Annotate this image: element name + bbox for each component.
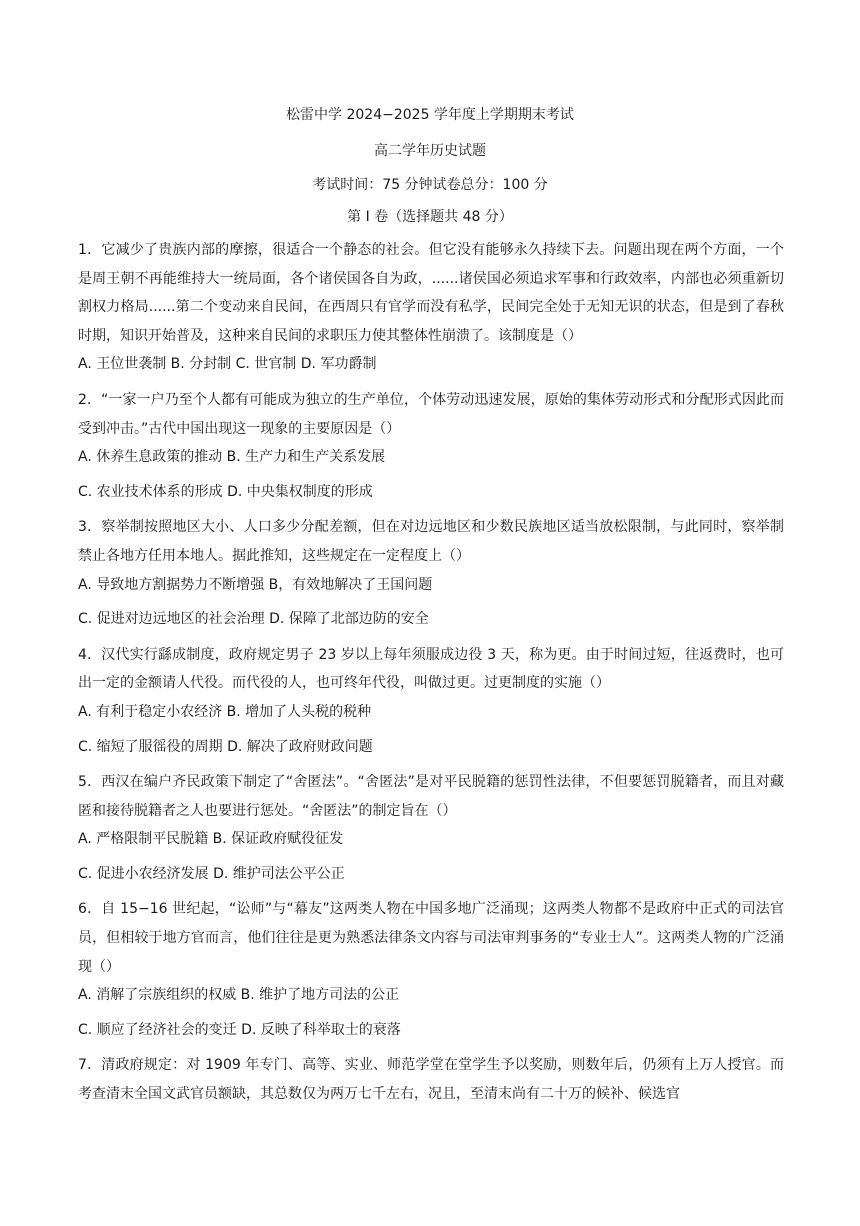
question-stem: 4．汉代实行繇成制度，政府规定男子 23 岁以上每年须服成边役 3 天，称为更。由于时间过短，往返费时，也可出一定的金额请人代役。而代役的人，也可终年代役，叫做过更。过更制度的实施（）	[78, 646, 784, 692]
question-options: C. 缩短了服徭役的周期 D. 解决了政府财政问题	[78, 738, 373, 755]
question-stem: 2．“一家一户乃至个人都有可能成为独立的生产单位，个体劳动迅速发展，原始的集体劳动形式和分配形式因此而受到冲击。”古代中国出现这一现象的主要原因是（）	[78, 391, 784, 437]
question-2	[78, 386, 784, 506]
question-6	[78, 895, 784, 1044]
section-heading: 第 I 卷（选择题共 48 分）	[347, 209, 513, 225]
question-stem: 3．察举制按照地区大小、人口多少分配差额，但在对边远地区和少数民族地区适当放松限制，与此同时，察举制禁止各地方任用本地人。据此推知，这些规定在一定程度上（）	[78, 519, 784, 564]
exam-info: 考试时间：75 分钟试卷总分：100 分	[312, 177, 548, 193]
question-3	[78, 513, 784, 633]
question-options: C. 顺应了经济社会的变迁 D. 反映了科举取士的衰落	[78, 1021, 401, 1038]
question-options: C. 促进对边远地区的社会治理 D. 保障了北部边防的安全	[78, 611, 429, 628]
question-1	[78, 236, 784, 379]
exam-title: 松雷中学 2024−2025 学年度上学期期末考试	[286, 107, 574, 123]
question-options: A. 严格限制平民脱籍 B. 保证政府赋役征发	[78, 831, 344, 848]
question-options: A. 导致地方割据势力不断增强 B，有效地解决了王国问题	[78, 576, 433, 593]
question-options: A. 消解了宗族组织的权威 B. 维护了地方司法的公正	[78, 987, 400, 1004]
question-stem: 1．它减少了贵族内部的摩擦，很适合一个静态的社会。但它没有能够永久持续下去。问题出现在两个方面，一个是周王朝不再能维持大一统局面，各个诸侯国各自为政，......诸侯国必须追求军事和行政效率，内部也必须重新切割权力格局......第二个变动来自民间，在西周只有官学而没有私学，民间完全处于无知无识的状态，但是到了春秋时期，知识开始普及，这种来自民间的求职压力使其整体性崩溃了。该制度是（）	[78, 242, 784, 344]
question-stem: 5．西汉在编户齐民政策下制定了“舍匿法”。“舍匿法”是对平民脱籍的惩罚性法律，不但要惩罚脱籍者，而且对藏匿和接待脱籍者之人也要进行惩处。“舍匿法”的制定旨在（）	[78, 774, 784, 819]
question-options: A. 有利于稳定小农经济 B. 增加了人头税的税种	[78, 703, 372, 720]
question-options: A. 王位世袭制 B. 分封制 C. 世官制 D. 军功爵制	[78, 356, 377, 373]
question-5	[78, 768, 784, 888]
exam-subtitle: 高二学年历史试题	[374, 143, 486, 159]
question-stem: 7．清政府规定：对 1909 年专门、高等、实业、师范学堂在堂学生予以奖励，则数年后，仍须有上万人授官。而考查清末全国文武官员额缺，其总数仅为两万七千左右，况且，至清末尚有二十万的候补、候选官	[78, 1057, 784, 1103]
question-4	[78, 641, 784, 761]
questions-list	[78, 236, 784, 1116]
question-options: C. 农业技术体系的形成 D. 中央集权制度的形成	[78, 483, 373, 500]
question-7	[78, 1051, 784, 1108]
question-stem: 6．自 15−16 世纪起，“讼师”与“幕友”这两类人物在中国多地广泛涌现；这两类人物都不是政府中正式的司法官员，但相较于地方官而言，他们往往是更为熟悉法律条文内容与司法审判事务的“专业士人”。这两类人物的广泛涌现（）	[78, 901, 784, 975]
question-options: C. 促进小农经济发展 D. 维护司法公平公正	[78, 865, 345, 882]
question-options: A. 休养生息政策的推动 B. 生产力和生产关系发展	[78, 449, 386, 466]
